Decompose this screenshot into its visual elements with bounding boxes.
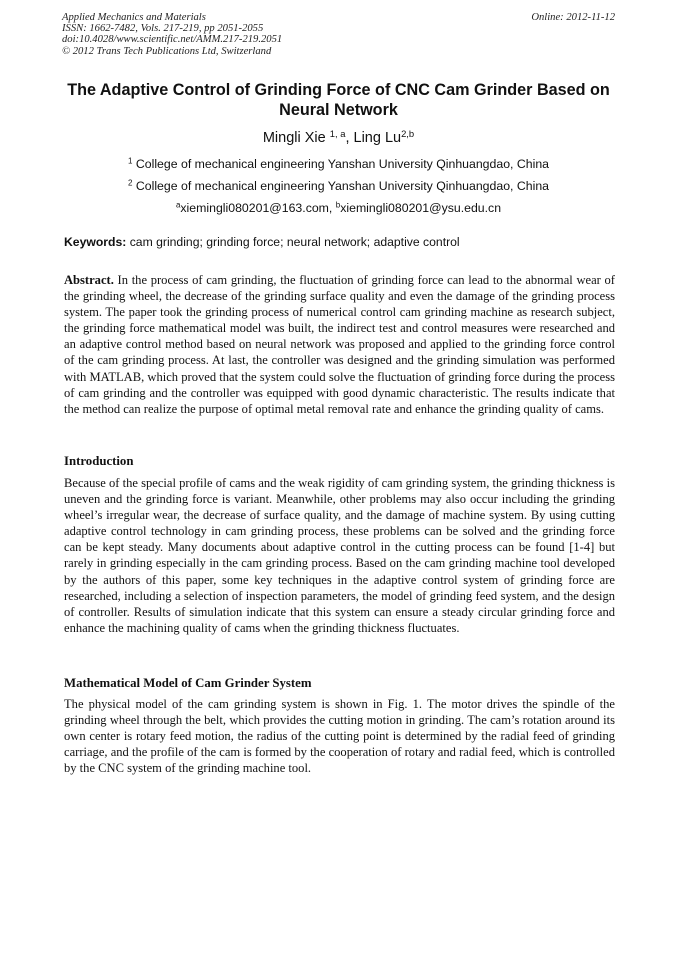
keywords-text: cam grinding; grinding force; neural network; adaptive control: [126, 235, 460, 249]
affiliation-1: [62, 157, 615, 171]
author-2-affiliation: 2,b: [401, 127, 415, 139]
paper-title: The Adaptive Control of Grinding Force of CNC Cam Grinder Based on Neural Network: [67, 81, 610, 119]
copyright-line: © 2012 Trans Tech Publications Ltd, Switzerland: [62, 45, 272, 57]
author-1-affiliation: 1, a: [329, 127, 346, 139]
author-1: Mingli Xie: [262, 130, 326, 146]
introduction-heading: Introduction: [64, 454, 134, 468]
author-line: [62, 127, 615, 146]
journal-header: [62, 12, 615, 57]
email-line: [62, 201, 615, 215]
author-separator: ,: [345, 130, 354, 146]
doi-line: doi:10.4028/www.scientific.net/AMM.217-219.2051: [62, 34, 283, 46]
abstract-paragraph: [64, 272, 615, 417]
author-2: Ling Lu: [353, 130, 402, 146]
keywords-label: Keywords:: [64, 235, 127, 249]
abstract-label: Abstract.: [64, 273, 114, 287]
email-a-marker: a: [175, 200, 181, 210]
introduction-paragraph: Because of the special profile of cams and the weak rigidity of cam grinding system, the grinding thickness is uneven and the grinding force is variant. Meanwhile, other problems may also occur including the grinding wheel’s irregular wear, the decrease of surface quality, and the damage of machine system. By using cutting adaptive control technology in cam grinding process, these problems can be solved and the grinding force can be kept steady. Many documents about adaptive control in the cutting process can be found [1-4] but rarely in grinding especially in the cam grinding process. Based on the cam grinding machine tool developed by the authors of this paper, some key techniques in the adaptive control system of grinding force are researched, including a selection of inspection parameters, the model of grinding feed system, and the design of controller. Results of simulation indicate that this system can ensure a steady circular grinding force and enhance the machining quality of cams when the grinding thickness fluctuates.: [64, 476, 615, 635]
abstract-text: In the process of cam grinding, the fluctuation of grinding force can lead to the abnormal wear of the grinding wheel, the decrease of the grinding surface quality and even the damage of the grinding process system. The paper took the grinding process of numerical control cam grinding machine as research subject, the grinding force mathematical model was built, the indirect test and control measures were researched and an adaptive control method based on neural network was proposed and applied to the grinding force control of the cam grinding process. At last, the controller was designed and the grinding simulation was performed with MATLAB, which proved that the system could solve the fluctuation of grinding force during the process of cam grinding and the controller was equipped with good dynamic characteristic. The results indicate that the method can realize the purpose of optimal metal removal rate and enhance the grinding quality of cams.: [64, 273, 615, 416]
issn-line: ISSN: 1662-7482, Vols. 217-219, pp 2051-2055: [62, 23, 264, 35]
email-b: xiemingli080201@ysu.edu.cn: [340, 201, 502, 215]
affiliation-1-text: College of mechanical engineering Yanshan University Qinhuangdao, China: [135, 157, 549, 171]
model-section-paragraph: The physical model of the cam grinding system is shown in Fig. 1. The motor drives the spindle of the grinding wheel through the belt, which provides the cutting motion in grinding. The cam’s rotation around its own center is rotary feed motion, the radius of the cutting point is determined by the radial feed of grinding carriage, and the profile of the cam is formed by the cooperation of rotary and radial feed, which is controlled by the CNC system of the grinding machine tool.: [64, 697, 615, 776]
online-date: Online: 2012-11-12: [531, 12, 615, 23]
journal-name: Applied Mechanics and Materials: [62, 12, 206, 23]
affiliation-2-text: College of mechanical engineering Yanshan University Qinhuangdao, China: [135, 179, 549, 193]
keywords-line: [64, 235, 615, 249]
affiliation-2: [62, 179, 615, 193]
email-b-marker: b: [335, 200, 341, 210]
affiliation-1-number: 1: [128, 156, 133, 166]
email-a: xiemingli080201@163.com,: [180, 201, 336, 215]
affiliation-2-number: 2: [128, 178, 133, 188]
model-section-heading: Mathematical Model of Cam Grinder System: [64, 676, 312, 690]
